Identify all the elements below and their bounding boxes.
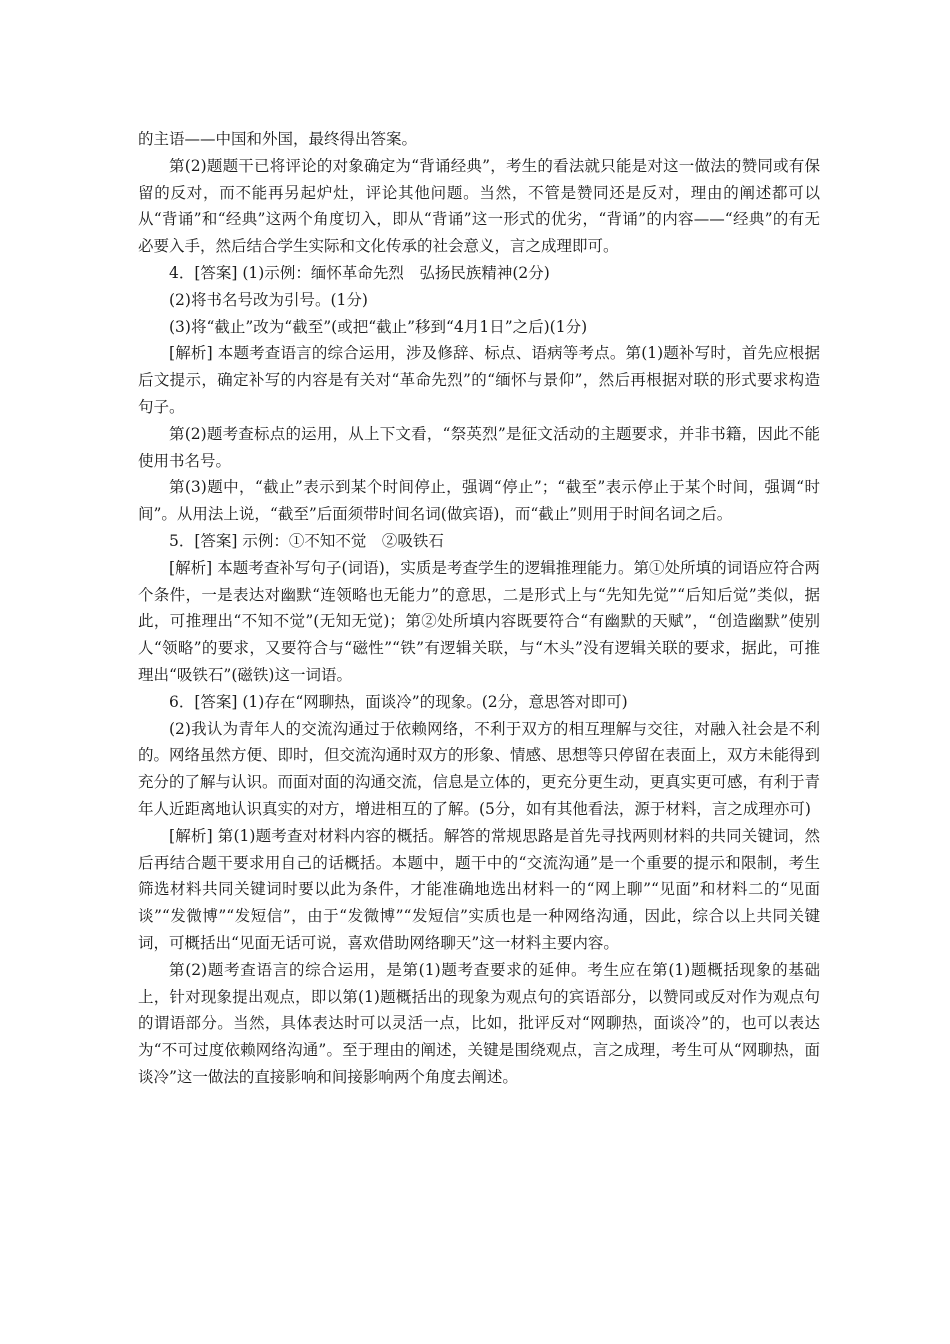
analysis-6: [解析] 第(1)题考查对材料内容的概括。解答的常规思路是首先寻找两则材料的共同关键词，然后再结合题干要求用自己的话概括。本题中，题干中的“交流沟通”是一个重要的提示和限制，考生筛选材料共同关键词时要以此为条件，才能准确地选出材料一的“网上聊”“见面”和材料二的“见面谈”“发微博”“发短信”，由于“发微博”“发短信”实质也是一种网络沟通，因此，综合以上共同关键词，可概括出“见面无话可说，喜欢借助网络聊天”这一材料主要内容。 bbox=[138, 826, 820, 952]
document-body bbox=[138, 126, 820, 1091]
analysis-5: [解析] 本题考查补写句子(词语)，实质是考查学生的逻辑推理能力。第①处所填的词语应符合两个条件，一是表达对幽默“连领略也无能力”的意思，二是形式上与“先知先觉”“后知后觉”类似，据此，可推理出“不知不觉”(无知无觉)；第②处所填内容既要符合“有幽默的天赋”，“创造幽默”使别人“领略”的要求，又要符合与“磁性”“铁”有逻辑关联，与“木头”没有逻辑关联的要求，据此，可推理出“吸铁石”(磁铁)这一词语。 bbox=[138, 558, 820, 684]
paragraph: 第(2)题考查语言的综合运用，是第(1)题考查要求的延伸。考生应在第(1)题概括现象的基础上，针对现象提出观点，即以第(1)题概括出的现象为观点句的宾语部分，以赞同或反对作为观点句的谓语部分。当然，具体表达时可以灵活一点，比如，批评反对“网聊热，面谈冷”的，也可以表达为“不可过度依赖网络沟通”。至于理由的阐述，关键是围绕观点，言之成理，考生可从“网聊热，面谈冷”这一做法的直接影响和间接影响两个角度去阐述。 bbox=[138, 960, 820, 1086]
paragraph: 的主语——中国和外国，最终得出答案。 bbox=[138, 130, 418, 148]
answer-4-part-2: (2)将书名号改为引号。(1分) bbox=[169, 290, 368, 309]
paragraph: 第(2)题考查标点的运用，从上下文看，“祭英烈”是征文活动的主题要求，并非书籍，因此不能使用书名号。 bbox=[138, 424, 820, 470]
answer-4-part-3: (3)将“截止”改为“截至”(或把“截止”移到“4月1日”之后)(1分) bbox=[169, 317, 588, 336]
paragraph: 第(2)题题干已将评论的对象确定为“背诵经典”，考生的看法就只能是对这一做法的赞同或有保留的反对，而不能再另起炉灶，评论其他问题。当然，不管是赞同还是反对，理由的阐述都可以从“背诵”和“经典”这两个角度切入，即从“背诵”这一形式的优劣，“背诵”的内容——“经典”的有无必要入手，然后结合学生实际和文化传承的社会意义，言之成理即可。 bbox=[138, 156, 820, 256]
answer-6: 6．[答案] (1)存在“网聊热，面谈冷”的现象。(2分，意思答对即可) bbox=[169, 692, 628, 711]
analysis-4: [解析] 本题考查语言的综合运用，涉及修辞、标点、语病等考点。第(1)题补写时，首先应根据后文提示，确定补写的内容是有关对“革命先烈”的“缅怀与景仰”，然后再根据对联的形式要求构造句子。 bbox=[138, 344, 820, 416]
answer-4: 4．[答案] (1)示例：缅怀革命先烈 弘扬民族精神(2分) bbox=[169, 263, 550, 282]
paragraph: 第(3)题中，“截止”表示到某个时间停止，强调“停止”；“截至”表示停止于某个时间，强调“时间”。从用法上说，“截至”后面须带时间名词(做宾语)，而“截止”则用于时间名词之后。 bbox=[138, 478, 820, 524]
answer-5: 5．[答案] 示例：①不知不觉 ②吸铁石 bbox=[169, 531, 444, 550]
answer-6-part-2: (2)我认为青年人的交流沟通过于依赖网络，不利于双方的相互理解与交往，对融入社会是不利的。网络虽然方便、即时，但交流沟通时双方的形象、情感、思想等只停留在表面上，双方未能得到充分的了解与认识。而面对面的沟通交流，信息是立体的，更充分更生动，更真实更可感，有利于青年人近距离地认识真实的对方，增进相互的了解。(5分，如有其他看法，源于材料，言之成理亦可) bbox=[138, 719, 821, 818]
